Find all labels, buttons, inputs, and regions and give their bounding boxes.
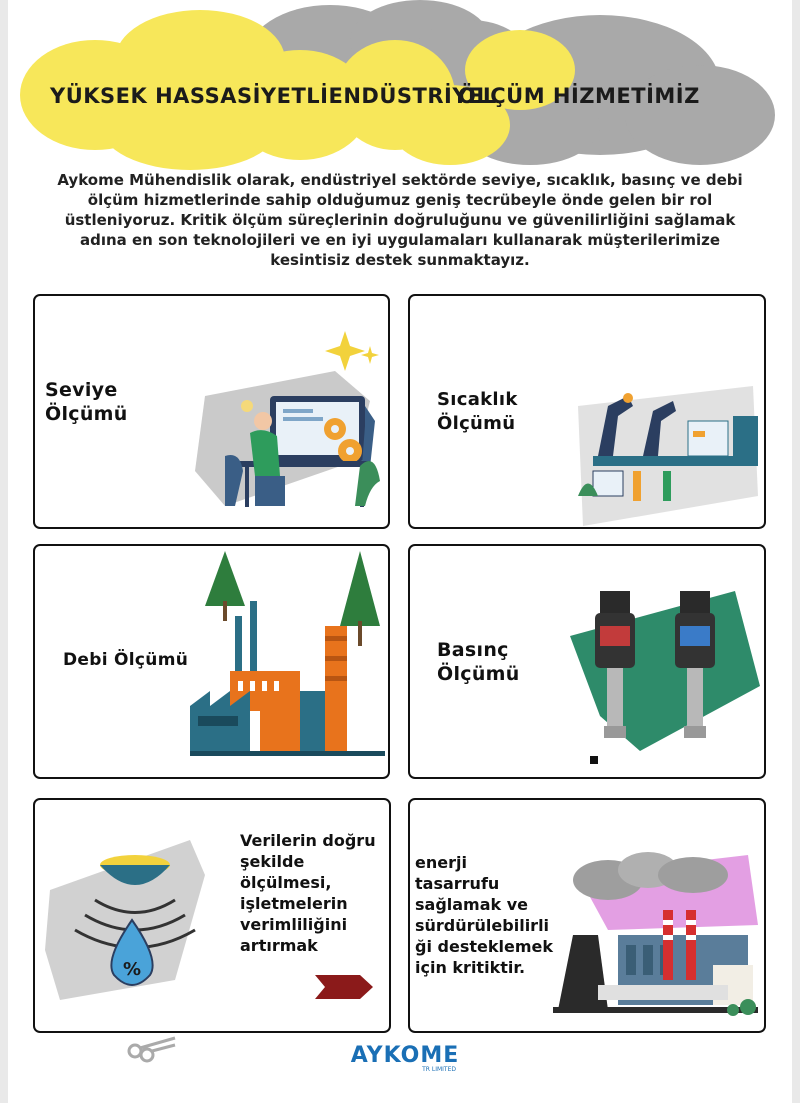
title-part-1: YÜKSEK HASSASİYETLİENDÜSTRİYEL bbox=[50, 84, 497, 108]
robotic-factory-icon bbox=[573, 376, 763, 526]
card-flow-line1: Debi Ölçümü bbox=[63, 650, 189, 670]
arrow-right-icon bbox=[315, 972, 375, 1002]
title-part-2: ÖLÇÜM HİZMETİMİZ bbox=[458, 84, 700, 108]
data-accuracy-text bbox=[240, 830, 376, 956]
card-level-label bbox=[45, 378, 128, 426]
scissors-icon bbox=[125, 1033, 180, 1063]
card-temperature-line2: Ölçümü bbox=[437, 413, 516, 434]
text-line: enerji bbox=[415, 853, 467, 872]
factory-trees-icon bbox=[190, 546, 385, 766]
energy-saving-text bbox=[415, 852, 553, 978]
water-drop-percent-icon bbox=[40, 830, 240, 1010]
logo-subtitle: TR LIMITED bbox=[422, 1066, 456, 1073]
card-pressure-measurement bbox=[408, 544, 766, 779]
card-pressure-line2: Ölçümü bbox=[437, 663, 520, 685]
text-line: Verilerin doğru bbox=[240, 831, 376, 850]
text-line: sürdürülebilirli bbox=[415, 916, 550, 935]
company-logo bbox=[340, 1043, 470, 1083]
card-energy-saving bbox=[408, 798, 766, 1033]
svg-text:%: % bbox=[122, 959, 142, 980]
text-line: ği desteklemek bbox=[415, 937, 553, 956]
power-plant-icon bbox=[548, 835, 763, 1025]
card-level-line1: Seviye bbox=[45, 379, 118, 401]
text-line: şekilde bbox=[240, 852, 305, 871]
card-level-line2: Ölçümü bbox=[45, 403, 128, 425]
card-flow-measurement bbox=[33, 544, 390, 779]
card-temperature-line1: Sıcaklık bbox=[437, 389, 518, 410]
text-line: artırmak bbox=[240, 936, 318, 955]
card-pressure-line1: Basınç bbox=[437, 639, 509, 661]
pressure-transmitter-icon bbox=[560, 576, 760, 776]
engineer-workstation-icon bbox=[185, 311, 385, 521]
text-line: tasarrufu bbox=[415, 874, 500, 893]
card-pressure-label bbox=[437, 638, 520, 686]
text-line: işletmelerin bbox=[240, 894, 348, 913]
text-line: sağlamak ve bbox=[415, 895, 529, 914]
text-line: verimliliğini bbox=[240, 915, 348, 934]
card-temperature-measurement bbox=[408, 294, 766, 529]
page-title bbox=[50, 84, 750, 114]
intro-paragraph: Aykome Mühendislik olarak, endüstriyel sektörde seviye, sıcaklık, basınç ve debi ölçüm hizmetlerinde sahip olduğumuz geniş tecrübeyle önde gelen bir rol üstleniyoruz. Kritik ölçüm süreçlerinin doğruluğunu ve güvenilirliğini sağlamak adına en son teknolojileri ve en iyi uygulamaları kullanarak müşterilerimize kesintisiz destek sunmaktayız. bbox=[57, 171, 743, 269]
card-temperature-label bbox=[437, 388, 518, 436]
text-line: için kritiktir. bbox=[415, 958, 526, 977]
text-line: ölçülmesi, bbox=[240, 873, 332, 892]
card-level-measurement bbox=[33, 294, 390, 529]
card-data-accuracy bbox=[33, 798, 391, 1033]
card-flow-label bbox=[63, 648, 188, 672]
logo-brand: AYKOME bbox=[350, 1043, 460, 1068]
